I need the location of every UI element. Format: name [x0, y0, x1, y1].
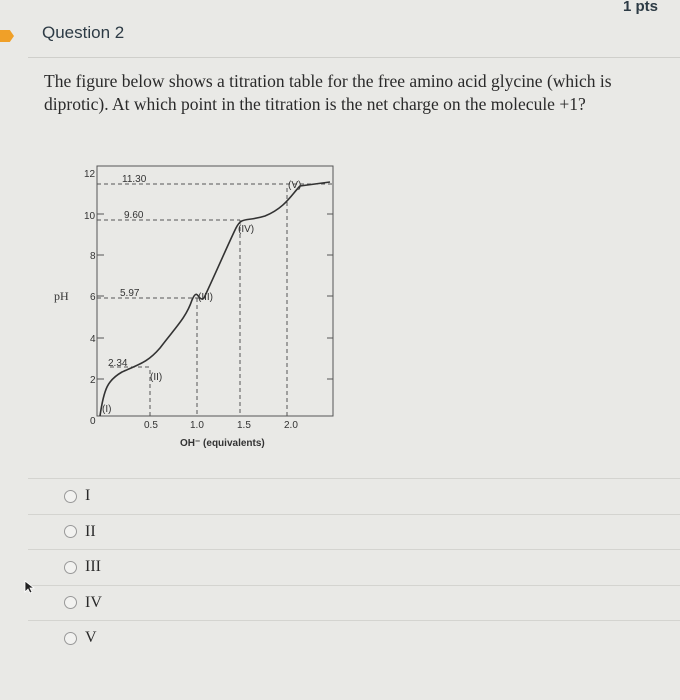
- answer-option[interactable]: [28, 549, 680, 585]
- answer-option[interactable]: [28, 514, 680, 550]
- y-tick: 2: [90, 375, 96, 386]
- mouse-pointer-icon: [24, 580, 36, 594]
- answer-label: IV: [85, 593, 102, 611]
- radio-button[interactable]: [64, 525, 77, 538]
- radio-button[interactable]: [64, 561, 77, 574]
- annotation-9-60: 9.60: [124, 210, 144, 221]
- point-label-iii: (III): [198, 292, 213, 303]
- header-divider: [28, 57, 680, 58]
- y-tick: 12: [84, 169, 96, 180]
- titration-figure: [40, 158, 360, 458]
- radio-button[interactable]: [64, 490, 77, 503]
- answer-option[interactable]: [28, 620, 680, 656]
- answer-list: [28, 478, 680, 656]
- question-prompt: The figure below shows a titration table for the free amino acid glycine (which is diprotic). At which point in the titration is the net charge on the molecule +1?: [44, 71, 612, 114]
- radio-button[interactable]: [64, 596, 77, 609]
- y-axis-title: pH: [54, 289, 69, 303]
- answer-label: II: [85, 522, 96, 540]
- x-tick: 0.5: [144, 420, 158, 431]
- point-label-v: (V): [288, 180, 302, 191]
- x-tick: 1.0: [190, 420, 204, 431]
- radio-button[interactable]: [64, 632, 77, 645]
- y-tick: 6: [90, 292, 96, 303]
- x-tick: 2.0: [284, 420, 298, 431]
- y-tick: 8: [90, 251, 96, 262]
- answer-option[interactable]: [28, 478, 680, 514]
- flag-icon[interactable]: [0, 30, 14, 42]
- answer-label: V: [85, 629, 97, 647]
- annotation-11-30: 11.30: [122, 174, 147, 185]
- annotation-5-97: 5.97: [120, 288, 140, 299]
- x-axis-title: OH⁻ (equivalents): [180, 438, 265, 449]
- answer-label: I: [85, 487, 91, 505]
- answer-option[interactable]: [28, 585, 680, 621]
- answer-label: III: [85, 558, 101, 576]
- point-label-ii: (II): [150, 372, 163, 383]
- annotation-2-34: 2.34: [108, 358, 128, 369]
- y-tick: 10: [84, 211, 96, 222]
- y-tick: 4: [90, 334, 96, 345]
- x-tick: 1.5: [237, 420, 251, 431]
- question-title: Question 2: [42, 23, 125, 42]
- point-label-iv: (IV): [238, 224, 255, 235]
- points-label: 1 pts: [622, 0, 658, 15]
- y-tick: 0: [90, 416, 96, 427]
- point-label-i: (I): [102, 404, 112, 415]
